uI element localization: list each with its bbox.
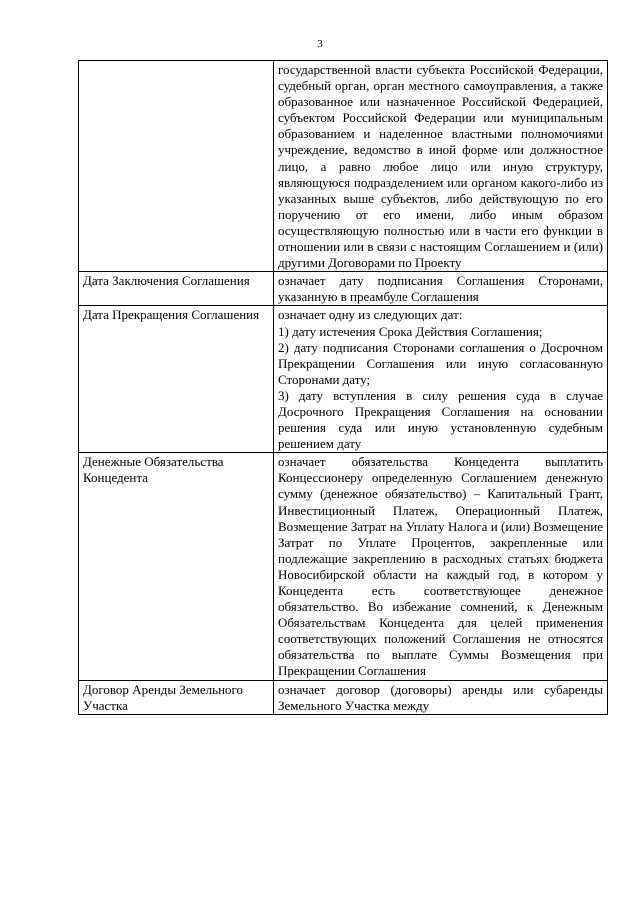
definition-cell [274, 272, 608, 306]
term-cell [79, 61, 274, 272]
definition-text: означает договор (договоры) аренды или субаренды Земельного Участка между [278, 681, 603, 713]
table-row [79, 61, 608, 272]
term-cell: Дата Прекращения Соглашения [79, 306, 274, 453]
definition-cell [274, 680, 608, 714]
table-row [79, 272, 608, 306]
term-cell: Дата Заключения Соглашения [79, 272, 274, 306]
definition-list-item: 3) дату вступления в силу решения суда в случае Досрочного Прекращения Соглашения на основании решения суда или иную установленную судебным решением дату [278, 387, 603, 452]
definition-text: государственной власти субъекта Российской Федерации, судебный орган, орган местного самоуправления, а также образованное или назначенное Российской Федерацией, субъектом Российской Федерации или муниципальным образованием и наделенное властными полномочиями учреждение, ведомство в иной форме или должностное лицо, а равно любое лицо или иную структуру, являющуюся подразделением или органом какого-либо из указанных выше субъектов, либо действующую по его поручению от его имени, либо иным образом осуществляющую полностью или в части его функции в отношении или в связи с настоящим Соглашением и (или) другими Договорами по Проекту [278, 62, 603, 271]
definition-cell [274, 453, 608, 680]
table-row [79, 306, 608, 453]
definition-cell [274, 61, 608, 272]
page-number: 3 [317, 38, 323, 50]
term-cell: Денежные Обязательства Концедента [79, 453, 274, 680]
table-row [79, 680, 608, 714]
definitions-table [78, 60, 608, 715]
definition-text: означает обязательства Концедента выплатить Концессионеру определенную Соглашением денежную сумму (денежное обязательство) – Капитальный Грант, Инвестиционный Платеж, Операционный Платеж, Возмещение Затрат на Уплату Налога и (или) Возмещение Затрат по Уплате Процентов, закрепленные или подлежащие закреплению в расходных статьях бюджета Новосибирской области на каждый год, в котором у Концедента есть соответствующее денежное обязательство. Во избежание сомнений, к Денежным Обязательствам Концедента для целей применения соответствующих положений Соглашения не относятся обязательства по выплате Суммы Возмещения при Прекращении Соглашения [278, 454, 603, 679]
definition-text: означает дату подписания Соглашения Сторонами, указанную в преамбуле Соглашения [278, 273, 603, 305]
definition-list-item: 1) дату истечения Срока Действия Соглашения; [278, 323, 543, 339]
table-row [79, 453, 608, 680]
term-cell: Договор Аренды Земельного Участка [79, 680, 274, 714]
definition-list-item: 2) дату подписания Сторонами соглашения о Досрочном Прекращении Соглашения или иную согласованную Сторонами дату; [278, 339, 603, 387]
definition-text: означает одну из следующих дат: [278, 307, 463, 323]
definition-cell [274, 306, 608, 453]
